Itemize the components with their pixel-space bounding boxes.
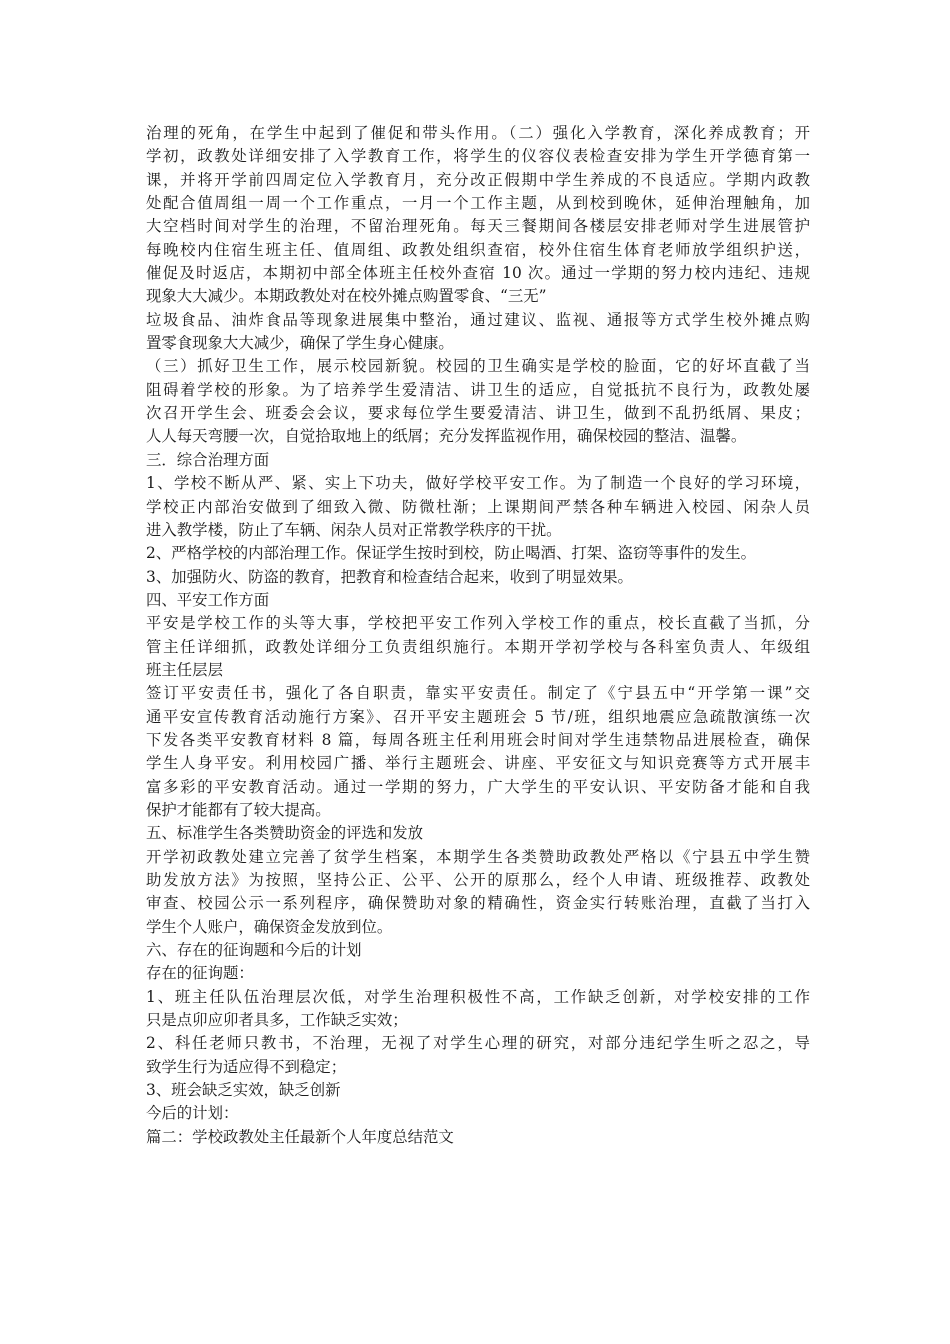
text-line: 3、加强防火、防盗的教育，把教育和检查结合起来，收到了明显效果。 <box>146 567 633 586</box>
text-line: 班主任层层 <box>146 660 223 679</box>
text-line: 处配合值周组一周一个工作重点，一月一个工作主题，从到校到晚休，延伸治理触角，加 <box>146 194 810 213</box>
text-line: 每晚校内住宿生班主任、值周组、政教处组织查宿，校外住宿生体育老师放学组织护送， <box>146 240 810 259</box>
text-line: 大空档时间对学生的治理，不留治理死角。每天三餐期间各楼层安排老师对学生进展管护 <box>146 217 810 236</box>
text-line: 五、标准学生各类赞助资金的评选和发放 <box>146 824 424 843</box>
text-line: 今后的计划： <box>146 1104 239 1123</box>
text-line: 学初，政教处详细安排了入学教育工作，将学生的仪容仪表检查安排为学生开学德育第一 <box>146 147 810 166</box>
text-line: 审查、校园公示一系列程序，确保赞助对象的精确性，资金实行转账治理，直截了当打入 <box>146 894 810 913</box>
text-line: 2、严格学校的内部治理工作。保证学生按时到校，防止喝酒、打架、盗窃等事件的发生。 <box>146 544 757 563</box>
text-line: 置零食现象大大减少，确保了学生身心健康。 <box>146 334 454 353</box>
text-line: 平安是学校工作的头等大事，学校把平安工作列入学校工作的重点，校长直截了当抓，分 <box>146 614 810 633</box>
text-line: 学生个人账户，确保资金发放到位。 <box>146 917 393 936</box>
text-line: 下发各类平安教育材料 8 篇，每周各班主任利用班会时间对学生违禁物品进展检查，确保 <box>146 730 810 749</box>
text-line: 保护才能都有了较大提高。 <box>146 800 331 819</box>
text-line: 四、平安工作方面 <box>146 590 270 609</box>
text-line: 进入教学楼，防止了车辆、闲杂人员对正常教学秩序的干扰。 <box>146 520 562 539</box>
text-line: 致学生行为适应得不到稳定； <box>146 1057 347 1076</box>
text-line: 阻碍着学校的形象。为了培养学生爱清洁、讲卫生的适应，自觉抵抗不良行为，政教处屡 <box>146 380 810 399</box>
text-line: 1、学校不断从严、紧、实上下功夫，做好学校平安工作。为了制造一个良好的学习环境， <box>146 474 810 493</box>
text-line: 学校正内部治安做到了细致入微、防微杜渐；上课期间严禁各种车辆进入校园、闲杂人员 <box>146 497 810 516</box>
text-line: 催促及时返店，本期初中部全体班主任校外查宿 10 次。通过一学期的努力校内违纪、违规 <box>146 264 810 283</box>
text-line: 助发放方法》为按照，坚持公正、公平、公开的原那么，经个人申请、班级推荐、政教处 <box>146 871 810 889</box>
text-line: 通平安宣传教育活动施行方案》、召开平安主题班会 5 节/班，组织地震应急疏散演练一次 <box>146 707 810 726</box>
text-line: （三）抓好卫生工作，展示校园新貌。校园的卫生确实是学校的脸面，它的好坏直截了当 <box>146 357 810 376</box>
text-line: 开学初政教处建立完善了贫学生档案，本期学生各类赞助政教处严格以《宁县五中学生赞 <box>146 847 810 866</box>
text-line: 3、班会缺乏实效，缺乏创新 <box>146 1081 341 1100</box>
text-line: 三．综合治理方面 <box>146 450 270 469</box>
text-line: 管主任详细抓，政教处详细分工负责组织施行。本期开学初学校与各科室负责人、年级组 <box>146 637 810 656</box>
document-body <box>146 122 810 1149</box>
text-line: 课，并将开学前四周定位入学教育月，充分改正假期中学生养成的不良适应。学期内政教 <box>146 170 810 189</box>
text-line: 六、存在的征询题和今后的计划 <box>146 941 362 960</box>
text-line: 治理的死角，在学生中起到了催促和带头作用。（二）强化入学教育，深化养成教育；开 <box>146 124 810 142</box>
text-line: 篇二：学校政教处主任最新个人年度总结范文 <box>146 1127 454 1146</box>
text-line: 人人每天弯腰一次，自觉拾取地上的纸屑；充分发挥监视作用，确保校园的整洁、温馨。 <box>146 427 747 446</box>
text-line: 学生人身平安。利用校园广播、举行主题班会、讲座、平安征文与知识竞赛等方式开展丰 <box>146 754 810 773</box>
text-line: 存在的征询题： <box>146 964 254 983</box>
text-line: 现象大大减少。本期政教处对在校外摊点购置零食、“三无” <box>146 287 547 306</box>
text-line: 1、班主任队伍治理层次低，对学生治理积极性不高，工作缺乏创新，对学校安排的工作 <box>146 987 810 1006</box>
text-line: 2、科任老师只教书，不治理，无视了对学生心理的研究，对部分违纪学生听之忍之，导 <box>146 1034 810 1053</box>
text-line: 签订平安责任书，强化了各自职责，靠实平安责任。制定了《宁县五中“开学第一课”交 <box>146 684 810 703</box>
text-line: 只是点卯应卯者具多，工作缺乏实效； <box>146 1011 408 1030</box>
text-line: 垃圾食品、油炸食品等现象进展集中整治，通过建议、监视、通报等方式学生校外摊点购 <box>146 310 810 329</box>
text-line: 次召开学生会、班委会会议，要求每位学生要爱清洁、讲卫生，做到不乱扔纸屑、果皮； <box>146 404 810 423</box>
text-line: 富多彩的平安教育活动。通过一学期的努力，广大学生的平安认识、平安防备才能和自我 <box>146 777 810 796</box>
